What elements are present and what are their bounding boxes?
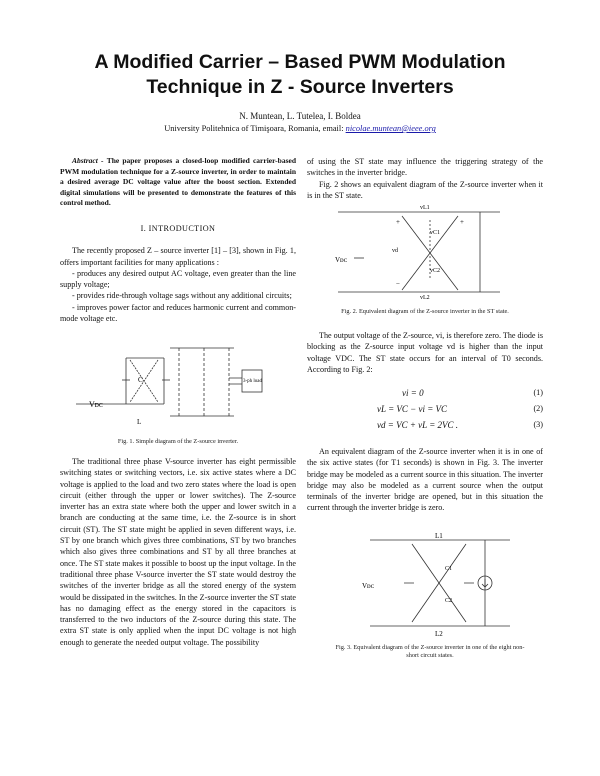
svg-text:−: −: [396, 280, 400, 288]
fig3-circuit-diagram: [360, 528, 520, 638]
right-paragraph-4: An equivalent diagram of the Z-source inverter when it is in one of the six active states (for T1 seconds) is shown in Fig. 3. The inverter bridge may be modeled as a current source in this situation. The inverter bridge may also be modeled as a current source when the output terminals of the inverter bridge are opened, but in this situation the current through the inverter bridge is zero.: [307, 447, 543, 513]
figure-1-caption: Fig. 1. Simple diagram of the Z-source inverter.: [117, 438, 239, 445]
bullet-3: - improves power factor and reduces harmonic current and common-mode voltage etc.: [60, 302, 296, 324]
svg-text:+: +: [396, 218, 400, 226]
fig3-c2-label: C2: [445, 598, 453, 604]
abstract-label: Abstract -: [72, 156, 107, 165]
fig1-c-label: C: [138, 376, 143, 384]
fig2-vdc-label: Vᴅᴄ: [335, 256, 348, 264]
fig2-circuit-diagram: [330, 200, 530, 300]
figure-2-caption: Fig. 2. Equivalent diagram of the Z-source inverter in the ST state.: [341, 308, 509, 315]
fig2-vc1-label: vC1: [430, 230, 441, 236]
bullet-1: - produces any desired output AC voltage, even greater than the line supply voltage;: [60, 268, 296, 290]
intro-paragraph-2: The traditional three phase V-source inverter has eight permissible switching states or switching vectors, i.e. six active states where a DC voltage is applied to the load and two zero states where the load is open circuit (either through the upper or lower switches). The Z-source inverter has an extra state where both the upper and lower switch in a branch are conducting at the same time, i.e. the Z-source is in short circuit (ST). The ST state might be applied in seven different ways, i.e. ST by one branch which gives three combinations, ST by two branches which also gives three combinations and ST by all three branches at once. The ST state makes it possible to boost up the input voltage. In the traditional three phase V-source inverter the ST state would destroy the switches of the inverter bridge as all the stored energy of the system would be dissipated in the switches. In the Z-source inverter the ST state has no damaging effect as the energy stored in the capacitors is transferred to the two inductors of the Z-source during this state. The extra ST state is only applied when the input DC voltage is not high enough to generate the needed output voltage. The possibility: [60, 457, 296, 647]
fig3-vdc-label: Vᴅᴄ: [362, 582, 375, 590]
fig1-vdc-label: Vᴅᴄ: [89, 400, 103, 409]
affiliation: [60, 124, 540, 133]
title-line-1: A Modified Carrier – Based PWM Modulation: [94, 51, 506, 73]
equation-2-number: (2): [533, 404, 543, 413]
equation-3-expr: vd = VC + vL = 2VC .: [377, 420, 459, 430]
equation-1-expr: vi = 0: [402, 388, 424, 398]
abstract-text: The paper proposes a closed-loop modified carrier-based PWM modulation technique for a Z-source inverter, in order to maintain a desired average DC voltage value after the boost section. Extended digital simulations will be presented to demonstrate the features of this control method.: [60, 156, 296, 208]
abstract: [60, 156, 296, 209]
figure-1: [64, 338, 294, 428]
right-paragraph-2: Fig. 2 shows an equivalent diagram of the Z-source inverter when it is in the ST state.: [307, 179, 543, 200]
fig2-vc2-label: vC2: [430, 268, 441, 274]
right-column-top: [307, 156, 543, 201]
figure-3-caption: Fig. 3. Equivalent diagram of the Z-source inverter in one of the eight non-short circuit states.: [335, 644, 525, 659]
right-paragraph-1: of using the ST state may influence the triggering strategy of the switches in the inverter bridge.: [307, 157, 543, 178]
right-column-lower: [307, 446, 543, 514]
email-link[interactable]: nicolae.muntean@ieee.org: [345, 124, 436, 133]
fig1-load-label: 3-ph load: [243, 379, 263, 384]
equation-2: [307, 404, 543, 418]
equation-3-number: (3): [533, 420, 543, 429]
fig2-vl1-label: vL1: [420, 205, 430, 211]
equation-2-expr: vL = VC − vi = VC: [377, 404, 448, 414]
paper-title: [60, 50, 540, 100]
fig1-circuit-diagram: [64, 338, 294, 428]
fig3-c1-label: C1: [445, 566, 453, 572]
fig3-l2-label: L2: [435, 630, 443, 638]
title-line-2: Technique in Z - Source Inverters: [146, 76, 454, 98]
figure-3: [360, 528, 520, 638]
right-column-mid: [307, 330, 543, 375]
fig3-l1-label: L1: [435, 532, 443, 540]
section-heading: I. INTRODUCTION: [140, 223, 216, 233]
bullet-2: - provides ride-through voltage sags without any additional circuits;: [72, 291, 292, 301]
fig2-vd-label: vd: [392, 248, 398, 254]
equation-1-number: (1): [533, 388, 543, 397]
left-column-bottom: [60, 456, 296, 648]
figure-2: [330, 200, 530, 300]
intro-paragraph-1: The recently proposed Z – source inverter [1] – [3], shown in Fig. 1, offers important facilities for many applications :: [60, 246, 296, 267]
fig1-l-label: L: [137, 418, 142, 426]
left-column-top: [60, 156, 296, 324]
equation-1: [307, 388, 543, 402]
right-paragraph-3: The output voltage of the Z-source, vi, is therefore zero. The diode is blocking as the Z-source input voltage vd is higher than the input voltage VDC. The ST state occurs for an interval of T0 seconds. According to Fig. 2:: [307, 331, 543, 374]
svg-text:+: +: [460, 218, 464, 226]
authors: N. Muntean, L. Tutelea, I. Boldea: [239, 111, 361, 121]
equation-3: [307, 420, 543, 434]
fig2-vl2-label: vL2: [420, 295, 430, 300]
affiliation-text: University Politehnica of Timişoara, Romania, email:: [164, 124, 346, 133]
